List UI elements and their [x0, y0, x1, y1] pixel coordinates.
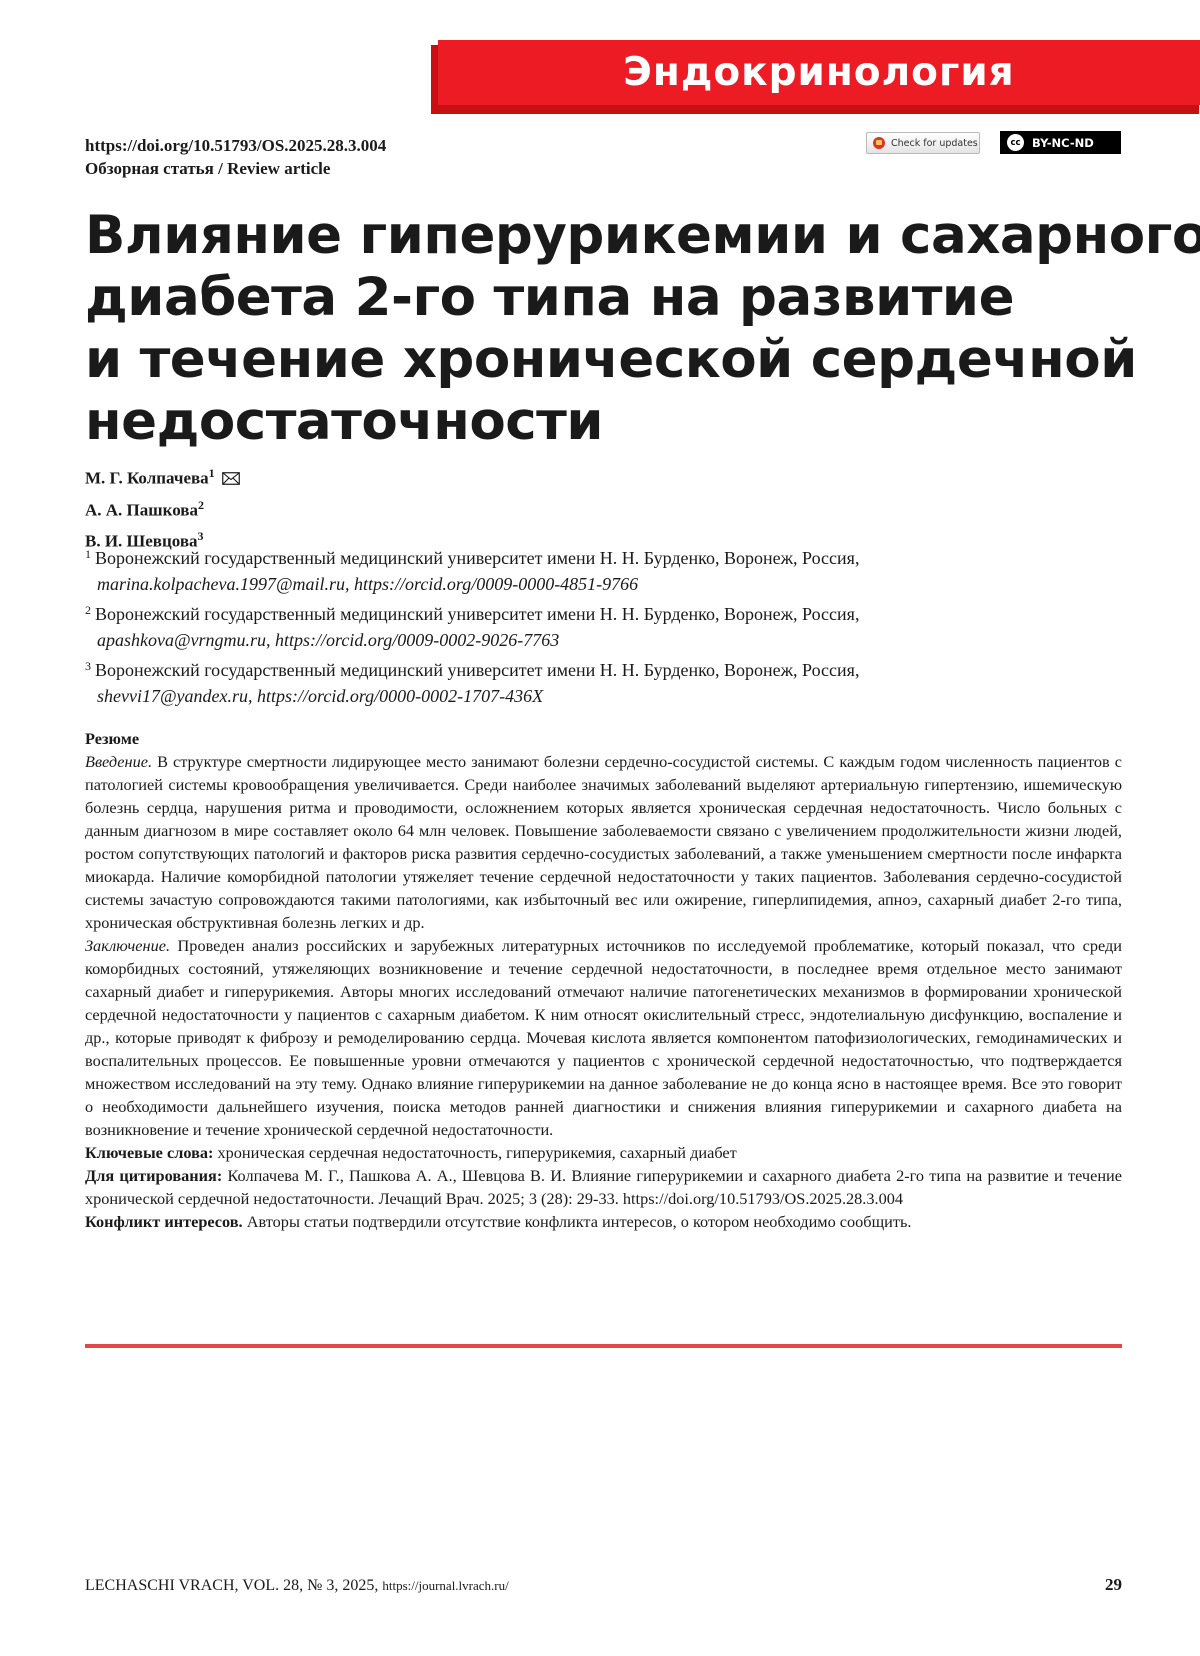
- affiliation-org: Воронежский государственный медицинский университет имени Н. Н. Бурденко, Воронеж, Россия,: [95, 548, 859, 568]
- author-affiliation-number: 2: [198, 498, 204, 512]
- check-for-updates-badge[interactable]: [866, 132, 980, 154]
- creative-commons-icon: cc: [1007, 134, 1024, 151]
- author-name: В. И. Шевцова: [85, 532, 198, 551]
- affiliation: [85, 541, 1125, 597]
- keywords-label: Ключевые слова:: [85, 1143, 213, 1162]
- affiliation-org: Воронежский государственный медицинский университет имени Н. Н. Бурденко, Воронеж, Россия,: [95, 660, 859, 680]
- intro-text: В структуре смертности лидирующее место занимают болезни сердечно-сосудистой системы. С каждым годом численность пациентов с патологией системы кровообращения увеличивается. Среди наиболее значимых заболеваний выделяют артериальную гипертензию, ишемическую болезнь сердца, нарушения ритма и проводимости, осложнением которых является хроническая сердечная недостаточность. Число больных с данным диагнозом в мире составляет около 64 млн человек. Повышение заболеваемости связано с увеличением продолжительности жизни людей, ростом сопутствующих патологий и факторов риска развития сердечно-сосудистых заболеваний, а также уменьшением смертности после инфаркта миокарда. Наличие коморбидной патологии утяжеляет течение сердечной недостаточности у таких пациентов. Заболевания сердечно-сосудистой системы зачастую сопровождаются такими патологиями, как избыточный вес или ожирение, гиперлипидемия, апноэ, сахарный диабет 2-го типа, хроническая обструктивная болезнь легких и др.: [85, 752, 1122, 932]
- crossmark-icon: [873, 137, 885, 149]
- title-line: недостаточности: [85, 391, 1145, 453]
- affiliation-contact[interactable]: apashkova@vrngmu.ru, https://orcid.org/0009-0002-9026-7763: [85, 627, 1125, 653]
- author-name: М. Г. Колпачева: [85, 469, 209, 488]
- page-number: 29: [1098, 1575, 1122, 1595]
- page-footer: [85, 1577, 509, 1595]
- affiliation-contact[interactable]: shevvi17@yandex.ru, https://orcid.org/0000-0002-1707-436X: [85, 683, 1125, 709]
- author-name: А. А. Пашкова: [85, 500, 198, 519]
- keywords-text: хроническая сердечная недостаточность, гиперурикемия, сахарный диабет: [218, 1143, 737, 1162]
- affiliation-number: 1: [85, 547, 91, 561]
- title-line: Влияние гиперурикемии и сахарного: [85, 205, 1145, 267]
- abstract-conclusion: [85, 934, 1122, 1141]
- affiliation-number: 3: [85, 659, 91, 673]
- journal-url[interactable]: https://journal.lvrach.ru/: [382, 1578, 508, 1593]
- keywords: [85, 1141, 1122, 1164]
- conclusion-label: Заключение.: [85, 936, 170, 955]
- conflict-label: Конфликт интересов.: [85, 1212, 243, 1231]
- intro-label: Введение.: [85, 752, 152, 771]
- journal-info: LECHASCHI VRACH, VOL. 28, № 3, 2025,: [85, 1577, 378, 1594]
- abstract-intro: [85, 750, 1122, 934]
- author-affiliation-number: 1: [209, 466, 215, 480]
- article-title: [85, 205, 1145, 453]
- conflict-text: Авторы статьи подтвердили отсутствие конфликта интересов, о котором необходимо сообщить.: [247, 1212, 912, 1231]
- author-affiliation-number: 3: [198, 529, 204, 543]
- license-label: BY-NC-ND: [1032, 136, 1094, 150]
- title-line: диабета 2-го типа на развитие: [85, 267, 1145, 329]
- conclusion-text: Проведен анализ российских и зарубежных литературных источников по исследуемой проблематике, который показал, что среди коморбидных состояний, утяжеляющих возникновение и течение сердечной недостаточности, в последнее время отдельное место занимают сахарный диабет и гиперурикемия. Авторы многих исследований отмечают наличие патогенетических механизмов в формировании хронической сердечной недостаточности у пациентов с сахарным диабетом. К ним относят окислительный стресс, эндотелиальную дисфункцию, воспаление и др., которые приводят к фиброзу и ремоделированию сердца. Мочевая кислота является компонентом патофизиологических, гемодинамических и воспалительных процессов. Ее повышенные уровни отмечаются у пациентов с хронической сердечной недостаточностью, что подтверждается множеством исследований на эту тему. Однако влияние гиперурикемии на данное заболевание не до конца ясно в настоящее время. Все это говорит о необходимости дальнейшего изучения, поиска методов ранней диагностики и снижения влияния гиперурикемии и сахарного диабета на возникновение и течение хронической сердечной недостаточности.: [85, 936, 1122, 1139]
- affiliation-list: [85, 541, 1125, 709]
- citation-text: Колпачева М. Г., Пашкова А. А., Шевцова В. И. Влияние гиперурикемии и сахарного диабета 2-го типа на развитие и течение хронической сердечной недостаточности. Лечащий Врач. 2025; 3 (28): 29-33. https://doi.org/10.51793/OS.2025.28.3.004: [85, 1166, 1122, 1208]
- affiliation-org: Воронежский государственный медицинский университет имени Н. Н. Бурденко, Воронеж, Россия,: [95, 604, 859, 624]
- author: [85, 460, 240, 492]
- affiliation-number: 2: [85, 603, 91, 617]
- title-line: и течение хронической сердечной: [85, 329, 1145, 391]
- affiliation: [85, 653, 1125, 709]
- citation: [85, 1164, 1122, 1210]
- check-for-updates-label: Check for updates: [891, 138, 978, 149]
- author: [85, 492, 240, 524]
- license-badge[interactable]: [1000, 131, 1121, 154]
- abstract: [85, 727, 1122, 1233]
- envelope-icon[interactable]: [222, 472, 240, 485]
- article-type: Обзорная статья / Review article: [85, 159, 330, 179]
- section-divider: [85, 1344, 1122, 1348]
- citation-label: Для цитирования:: [85, 1166, 222, 1185]
- doi-link[interactable]: https://doi.org/10.51793/OS.2025.28.3.004: [85, 136, 386, 156]
- abstract-heading: Резюме: [85, 727, 1122, 750]
- conflict-of-interest: [85, 1210, 1122, 1233]
- affiliation-contact[interactable]: marina.kolpacheva.1997@mail.ru, https://orcid.org/0009-0000-4851-9766: [85, 571, 1125, 597]
- section-banner: Эндокринология: [438, 40, 1200, 105]
- affiliation: [85, 597, 1125, 653]
